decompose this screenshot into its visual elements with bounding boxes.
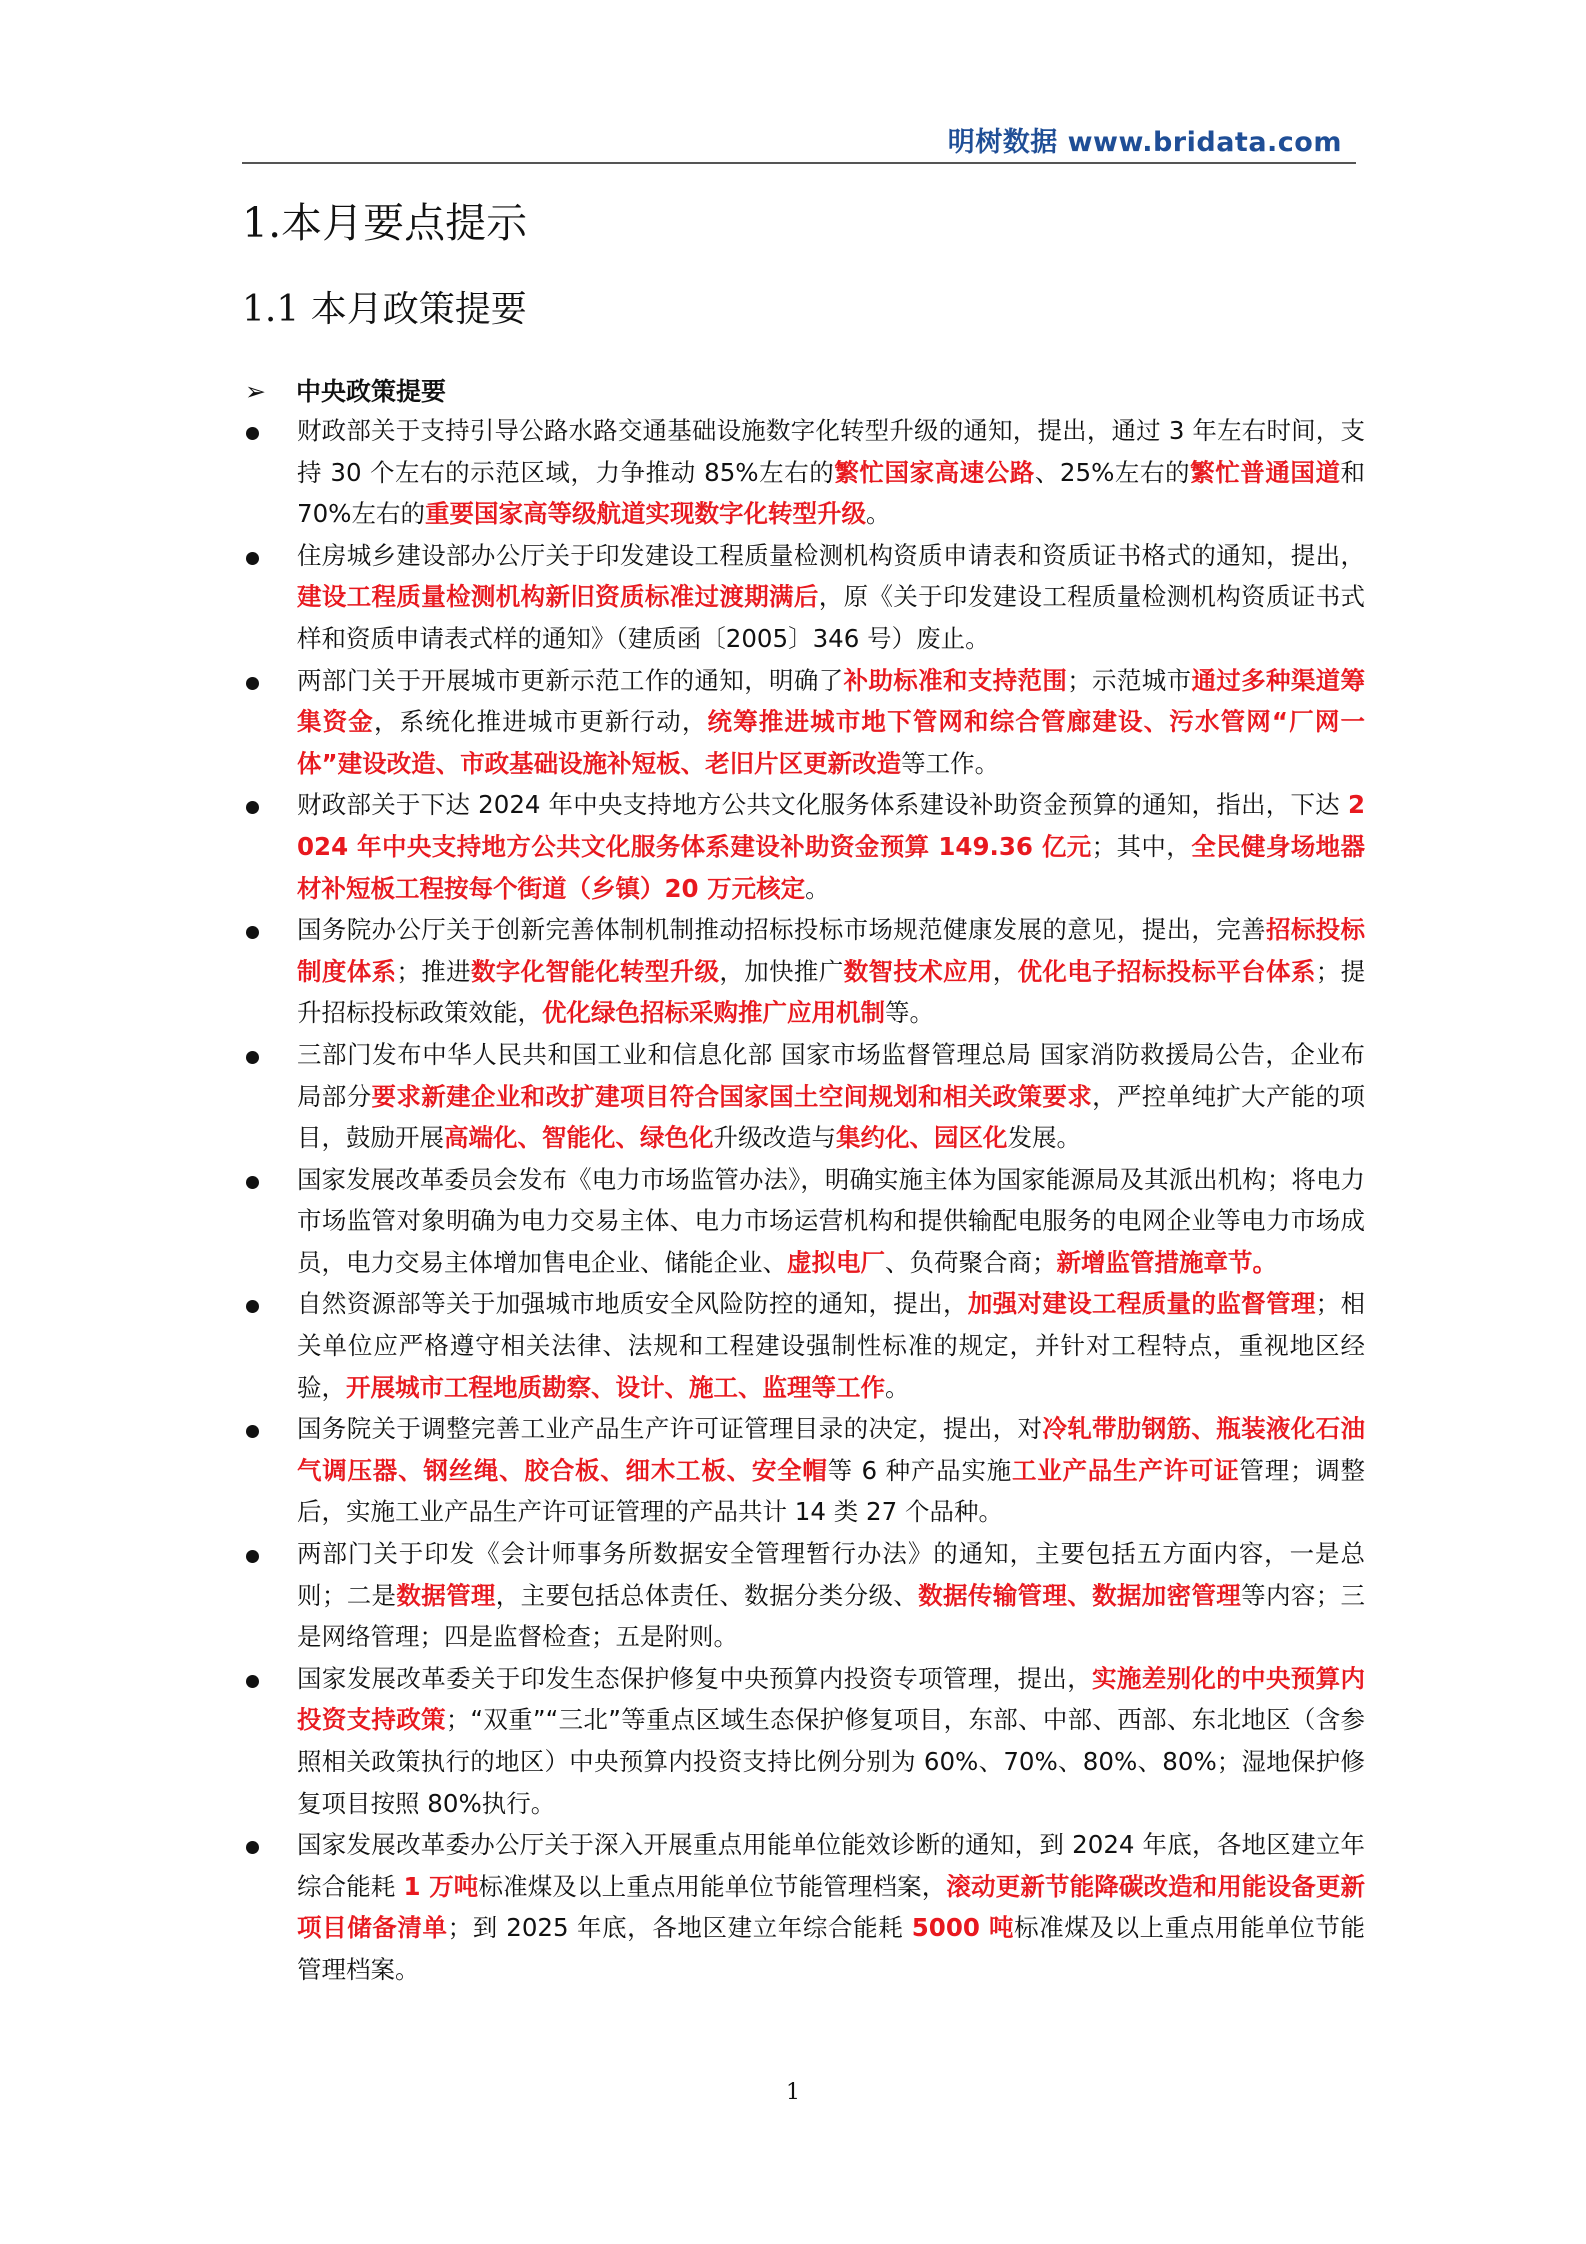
brand-header[interactable]: 明树数据 www.bridata.com [947, 127, 1342, 158]
list-item-text [297, 1824, 1365, 1990]
highlight-text: 数据传输管理、数据加密管理 [918, 1580, 1242, 1610]
list-item [245, 410, 1365, 535]
body-text: 住房城乡建设部办公厅关于印发建设工程质量检测机构资质申请表和资质证书格式的通知，提出， [297, 540, 1365, 570]
bullet-icon [246, 1550, 259, 1563]
highlight-text: 新增监管措施章节。 [1056, 1247, 1277, 1277]
body-text: 财政部关于下达 2024 年中央支持地方公共文化服务体系建设补助资金预算的通知，指出，下达 [297, 790, 1348, 820]
bullet-icon [246, 1841, 259, 1854]
body-text: 等。 [885, 998, 934, 1028]
bullet-icon [246, 926, 259, 939]
list-item-text [297, 660, 1365, 785]
body-text: 三部门发布中华人民共和国工业和信息化部 国家市场监督管理总局 国家消防救援局公告，企业布局部分 [297, 1039, 1365, 1111]
highlight-text: 优化绿色招标采购推广应用机制 [542, 998, 885, 1028]
list-item-text [297, 1408, 1365, 1533]
highlight-text: 1 万吨 [403, 1871, 479, 1901]
list-item-text [297, 1533, 1365, 1658]
page-number: 1 [786, 2080, 800, 2105]
highlight-text: 优化电子招标投标平台体系 [1017, 956, 1316, 986]
body-text: ；“双重”“三北”等重点区域生态保护修复项目，东部、中部、西部、东北地区（含参照相关政策执行的地区）中央预算内投资支持比例分别为 60%、70%、80%、80%；湿地保护修复项目按照 80%执行。 [297, 1705, 1365, 1818]
highlight-text: 通过多种渠道筹集资金 [297, 665, 1366, 737]
bullet-icon [246, 1675, 259, 1688]
highlight-text: 加强对建设工程质量的监督管理 [967, 1289, 1316, 1319]
highlight-text: 数据管理 [396, 1580, 496, 1610]
body-text: 国家发展改革委员会发布《电力市场监管办法》，明确实施主体为国家能源局及其派出机构；将电力市场监管对象明确为电力交易主体、电力市场运营机构和提供输配电服务的电网企业等电力市场成员，电力交易主体增加售电企业、储能企业、 [297, 1164, 1365, 1277]
body-text: 国家发展改革委办公厅关于深入开展重点用能单位能效诊断的通知，到 2024 年底，各地区建立年综合能耗 [297, 1830, 1365, 1901]
highlight-text: 工业产品生产许可证 [1012, 1455, 1240, 1485]
body-text: ，严控单纯扩大产能的项目，鼓励开展 [297, 1081, 1366, 1153]
highlight-text: 集约化、园区化 [836, 1123, 1008, 1153]
body-text: 升级改造与 [713, 1123, 836, 1153]
bullet-icon [246, 801, 259, 814]
body-text: ；提升招标投标政策效能， [297, 956, 1366, 1028]
page-title: 1.本月要点提示 [242, 199, 528, 247]
body-text: 标准煤及以上重点用能单位节能管理档案， [478, 1871, 947, 1901]
policy-list [245, 410, 1365, 1991]
header-divider [242, 162, 1356, 164]
body-text: 发展。 [1007, 1123, 1081, 1153]
highlight-text: 要求新建企业和改扩建项目符合国家国土空间规划和相关政策要求 [371, 1081, 1093, 1111]
bullet-icon [246, 1425, 259, 1438]
body-text: ；推进 [396, 956, 471, 986]
list-item-text [297, 1159, 1365, 1284]
list-item [245, 909, 1365, 1034]
bullet-icon [246, 552, 259, 565]
highlight-text: 2024 年中央支持地方公共文化服务体系建设补助资金预算 149.36 亿元 [297, 790, 1365, 861]
body-text: 自然资源部等关于加强城市地质安全风险防控的通知，提出， [297, 1289, 968, 1319]
body-text: 。 [885, 1372, 910, 1402]
body-text: ；相关单位应严格遵守相关法律、法规和工程建设强制性标准的规定，并针对工程特点，重视地区经验， [297, 1289, 1366, 1402]
list-item [245, 784, 1365, 909]
body-text: 国务院关于调整完善工业产品生产许可证管理目录的决定，提出，对 [297, 1414, 1043, 1444]
body-text: 两部门关于开展城市更新示范工作的通知，明确了 [297, 665, 844, 695]
list-item [245, 1159, 1365, 1284]
highlight-text: 数智技术应用 [843, 956, 993, 986]
body-text: ， [992, 956, 1018, 986]
list-item-text [297, 410, 1365, 535]
body-text: 、负荷聚合商； [885, 1247, 1057, 1277]
highlight-text: 重要国家高等级航道实现数字化转型升级 [424, 499, 866, 529]
body-text: 财政部关于支持引导公路水路交通基础设施数字化转型升级的通知，提出，通过 3 年左右时间，支持 30 个左右的示范区域，力争推动 85%左右的 [297, 416, 1365, 487]
highlight-text: 滚动更新节能降碳改造和用能设备更新项目储备清单 [297, 1871, 1366, 1943]
body-text: 国务院办公厅关于创新完善体制机制推动招标投标市场规范健康发展的意见，提出，完善 [297, 915, 1266, 945]
body-text: 等内容；三是网络管理；四是监督检查；五是附则。 [297, 1580, 1366, 1652]
bullet-icon [246, 427, 259, 440]
list-item-text [297, 1283, 1365, 1408]
highlight-text: 数字化智能化转型升级 [470, 956, 720, 986]
highlight-text: 冷轧带肋钢筋、瓶装液化石油气调压器、钢丝绳、胶合板、细木工板、安全帽 [297, 1414, 1366, 1485]
body-text: 管理；调整后，实施工业产品生产许可证管理的产品共计 14 类 27 个品种。 [297, 1455, 1366, 1527]
subsection-label: 中央政策提要 [296, 377, 447, 406]
body-text: ；示范城市 [1067, 665, 1192, 695]
bullet-icon [246, 677, 259, 690]
body-text: 等 6 种产品实施 [827, 1455, 1012, 1485]
highlight-text: 统筹推进城市地下管网和综合管廊建设、污水管网“厂网一体”建设改造、市政基础设施补短板、老旧片区更新改造 [297, 707, 1365, 778]
list-item [245, 1533, 1365, 1658]
list-item [245, 660, 1365, 785]
list-item-text [297, 909, 1365, 1034]
highlight-text: 招标投标制度体系 [297, 915, 1366, 986]
body-text: ，原《关于印发建设工程质量检测机构资质证书式样和资质申请表式样的通知》（建质函〔2005〕346 号）废止。 [297, 582, 1365, 653]
list-item-text [297, 784, 1365, 909]
highlight-text: 虚拟电厂 [787, 1247, 885, 1277]
body-text: 标准煤及以上重点用能单位节能管理档案。 [297, 1913, 1366, 1984]
list-item [245, 1658, 1365, 1824]
highlight-text: 高端化、智能化、绿色化 [444, 1123, 714, 1153]
body-text: ，系统化推进城市更新行动， [373, 707, 708, 737]
list-item [245, 1408, 1365, 1533]
body-text: 两部门关于印发《会计师事务所数据安全管理暂行办法》的通知，主要包括五方面内容，一是总则；二是 [297, 1539, 1365, 1610]
body-text: 。 [805, 873, 830, 903]
body-text: ；到 2025 年底，各地区建立年综合能耗 [447, 1913, 912, 1943]
list-item [245, 535, 1365, 660]
body-text: ；其中， [1091, 831, 1192, 861]
list-item [245, 1283, 1365, 1408]
arrow-bullet-icon: ➢ [245, 377, 266, 406]
highlight-text: 全民健身场地器材补短板工程按每个街道（乡镇）20 万元核定 [297, 831, 1366, 903]
list-item-text [297, 1658, 1365, 1824]
list-item-text [297, 1034, 1365, 1159]
section-title: 1.1 本月政策提要 [242, 289, 527, 330]
subsection-heading [245, 372, 446, 408]
bullet-icon [246, 1300, 259, 1313]
body-text: ，主要包括总体责任、数据分类分级、 [495, 1580, 919, 1610]
bullet-icon [246, 1051, 259, 1064]
highlight-text: 建设工程质量检测机构新旧资质标准过渡期满后 [297, 582, 819, 612]
body-text: 和 70%左右的 [297, 457, 1366, 529]
highlight-text: 开展城市工程地质勘察、设计、施工、监理等工作 [346, 1372, 885, 1402]
list-item [245, 1824, 1365, 1990]
body-text: 。 [865, 499, 891, 529]
body-text: 等工作。 [901, 748, 1000, 778]
highlight-text: 实施差别化的中央预算内投资支持政策 [297, 1663, 1365, 1735]
list-item-text [297, 535, 1365, 660]
highlight-text: 5000 吨 [911, 1913, 1015, 1943]
highlight-text: 补助标准和支持范围 [843, 665, 1068, 695]
body-text: 国家发展改革委关于印发生态保护修复中央预算内投资专项管理，提出， [297, 1663, 1093, 1693]
list-item [245, 1034, 1365, 1159]
bullet-icon [246, 1176, 259, 1189]
body-text: 、25%左右的 [1034, 457, 1191, 487]
highlight-text: 繁忙国家高速公路 [834, 457, 1035, 487]
highlight-text: 繁忙普通国道 [1190, 457, 1341, 487]
body-text: ，加快推广 [719, 956, 844, 986]
